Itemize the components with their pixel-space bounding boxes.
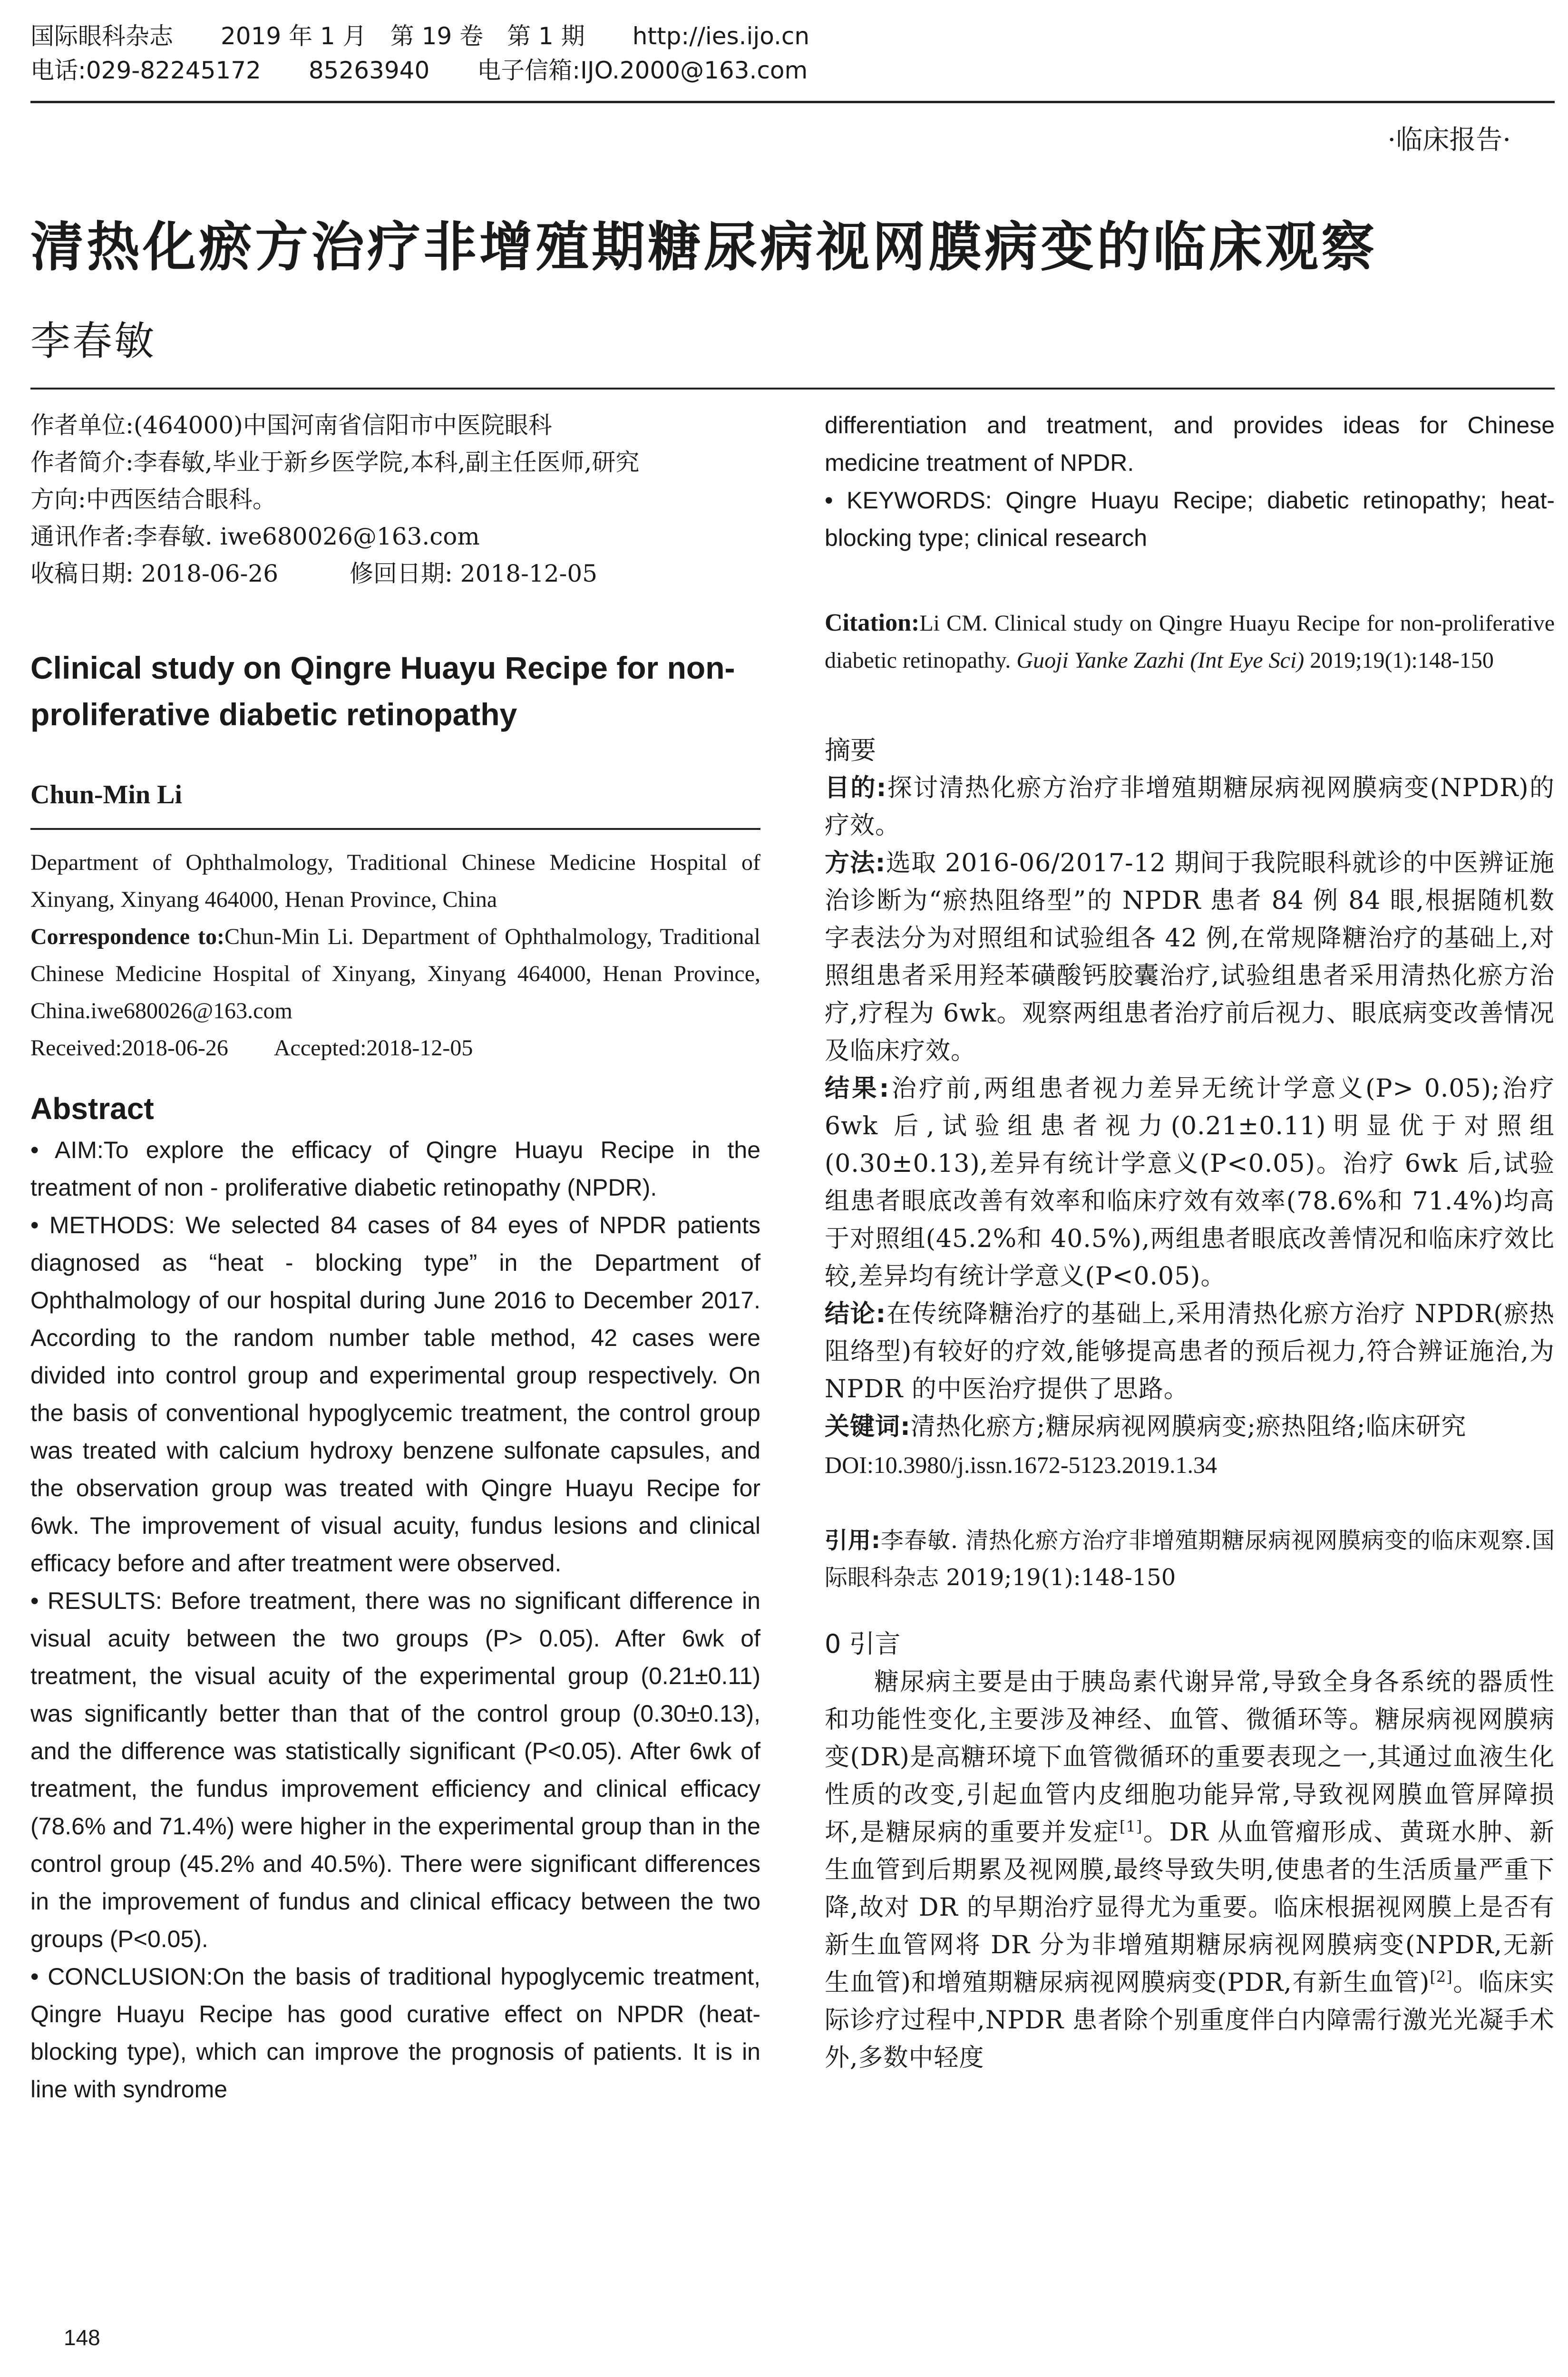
english-received: Received:2018-06-26 Accepted:2018-12-05: [30, 1035, 473, 1061]
abstract-methods: • METHODS: We selected 84 cases of 84 eyes of NPDR patients diagnosed as “heat - blocking type” in the Department of Ophthalmology of our hospital during June 2016 to December 2017. According to the random number table method, 42 cases were divided into control group and experimental group respectively. On the basis of conventional hypoglycemic treatment, the control group was treated with calcium hydroxy benzene sulfonate capsules, and the observation group was treated with Qingre Huayu Recipe for 6wk. The improvement of visual acuity, fundus lesions and clinical efficacy before and after treatment were observed.: [30, 1212, 760, 1577]
correspondence-text: Chun-Min Li. Department of Ophthalmology, Traditional Chinese Medicine Hospital of Xinyang, Xinyang 464000, Henan Province, China.iwe680026@163.com: [30, 924, 760, 1023]
author-bio-line-2: 方向:中西医结合眼科。: [30, 486, 276, 513]
abstract-conclusion-continued: differentiation and treatment, and provides ideas for Chinese medicine treatment of NPDR.: [825, 412, 1555, 476]
corresponding-author: 通讯作者:李春敏. iwe680026@163.com: [30, 523, 480, 550]
abstract-conclusion: • CONCLUSION:On the basis of traditional hypoglycemic treatment, Qingre Huayu Recipe has good curative effect on NPDR (heat-blocking type), which can improve the prognosis of patients. It is in line with syndrome: [30, 1963, 760, 2103]
chinese-conclusion-text: 在传统降糖治疗的基础上,采用清热化瘀方治疗 NPDR(瘀热阻络型)有较好的疗效,能够提高患者的预后视力,符合辨证施治,为 NPDR 的中医治疗提供了思路。: [825, 1300, 1555, 1403]
citation-tail: 2019;19(1):148-150: [1310, 648, 1494, 673]
author-meta: [30, 407, 760, 592]
left-column: [30, 407, 760, 2108]
intro-text-a: 糖尿病主要是由于胰岛素代谢异常,导致全身各系统的器质性和功能性变化,主要涉及神经、血管、微循环等。糖尿病视网膜病变(DR)是高糖环境下血管微循环的重要表现之一,其通过血液生化性质的改变,引起血管内皮细胞功能异常,导致视网膜血管屏障损坏,是糖尿病的重要并发症: [825, 1668, 1555, 1847]
intro-text-b: 。DR 从血管瘤形成、黄斑水肿、新生血管到后期累及视网膜,最终导致失明,使患者的生活质量严重下降,故对 DR 的早期治疗显得尤为重要。临床根据视网膜上是否有新生血管网将 DR 分为非增殖期糖尿病视网膜病变(NPDR,无新生血管)和增殖期糖尿病视网膜病变(PDR,有新生血管): [825, 1818, 1555, 1997]
citation-text: Li CM. Clinical study on Qingre Huayu Recipe for non-proliferative diabetic retinopathy.: [825, 611, 1555, 673]
author-unit: 作者单位:(464000)中国河南省信阳市中医院眼科: [30, 411, 552, 439]
chinese-citation-label: 引用:: [825, 1527, 881, 1554]
article-author: 李春敏: [30, 318, 156, 364]
article-title: 清热化瘀方治疗非增殖期糖尿病视网膜病变的临床观察: [30, 216, 1377, 278]
citation-journal: Guoji Yanke Zazhi (Int Eye Sci): [1016, 648, 1305, 673]
doi: DOI:10.3980/j.issn.1672-5123.2019.1.34: [825, 1452, 1217, 1478]
reference-1[interactable]: [1]: [1119, 1817, 1143, 1836]
abstract-heading: Abstract: [30, 1091, 154, 1126]
introduction-heading: 0 引言: [825, 1629, 901, 1659]
intro-text-c: 。临床实际诊疗过程中,NPDR 患者除个别重度伴白内障需行激光光凝手术外,多数中轻度: [825, 1968, 1555, 2072]
english-citation: [825, 604, 1555, 679]
journal-header: [30, 19, 1555, 88]
chinese-abstract-heading: 摘要: [825, 735, 876, 765]
chinese-keywords-text: 清热化瘀方;糖尿病视网膜病变;瘀热阻络;临床研究: [910, 1413, 1467, 1441]
page-number: 148: [64, 2325, 100, 2350]
chinese-keywords: [825, 1408, 1555, 1446]
english-author-divider: [30, 828, 760, 830]
correspondence-label: Correspondence to:: [30, 924, 225, 949]
abstract-results: • RESULTS: Before treatment, there was no significant difference in visual acuity between the two groups (P> 0.05). After 6wk of treatment, the visual acuity of the experimental group (0.21±0.11) was significantly better than that of the control group (0.30±0.13), and the difference was statistically significant (P<0.05). After 6wk of treatment, the fundus improvement efficiency and clinical efficacy (78.6% and 71.4%) were higher in the experimental group than in the control group (45.2% and 40.5%). There were significant differences in the improvement of fundus and clinical efficacy between the two groups (P<0.05).: [30, 1588, 760, 1952]
journal-header-line-1: 国际眼科杂志 2019 年 1 月 第 19 卷 第 1 期 http://ies.ijo.cn: [30, 22, 810, 50]
abstract-keywords: • KEYWORDS: Qingre Huayu Recipe; diabetic retinopathy; heat-blocking type; clinical research: [825, 487, 1555, 551]
journal-header-line-2: 电话:029-82245172 85263940 电子信箱:IJO.2000@163.com: [30, 57, 808, 84]
right-column: [825, 407, 1555, 2077]
chinese-methods-text: 选取 2016-06/2017-12 期间于我院眼科就诊的中医辨证施治诊断为“瘀热阻络型”的 NPDR 患者 84 例 84 眼,根据随机数字表法分为对照组和试验组各 42 例,在常规降糖治疗的基础上,对照组患者采用羟苯磺酸钙胶囊治疗,试验组患者采用清热化瘀方治疗,疗程为 6wk。观察两组患者治疗前后视力、眼底病变改善情况及临床疗效。: [825, 849, 1555, 1065]
chinese-conclusion-label: 结论:: [825, 1300, 886, 1328]
english-affiliation-block: [30, 844, 760, 1067]
chinese-citation-text: 李春敏. 清热化瘀方治疗非增殖期糖尿病视网膜病变的临床观察.国际眼科杂志 2019;19(1):148-150: [825, 1527, 1555, 1591]
chinese-methods-label: 方法:: [825, 849, 886, 877]
english-author: Chun-Min Li: [30, 780, 182, 809]
english-affiliation: Department of Ophthalmology, Traditional Chinese Medicine Hospital of Xinyang, Xinyang 464000, Henan Province, China: [30, 850, 760, 912]
reference-2[interactable]: [2]: [1430, 1968, 1453, 1986]
section-tag: ·临床报告·: [1387, 125, 1511, 156]
title-divider: [30, 388, 1555, 390]
chinese-results-text: 治疗前,两组患者视力差异无统计学意义(P> 0.05);治疗 6wk 后,试验组患者视力(0.21±0.11)明显优于对照组(0.30±0.13),差异有统计学意义(P<0.05)。治疗 6wk 后,试验组患者眼底改善有效率和临床疗效有效率(78.6%和 71.4%)均高于对照组(45.2%和 40.5%),两组患者眼底改善情况和临床疗效比较,差异均有统计学意义(P<0.05)。: [825, 1074, 1555, 1291]
author-bio-line-1: 作者简介:李春敏,毕业于新乡医学院,本科,副主任医师,研究: [30, 448, 640, 476]
received-dates: 收稿日期: 2018-06-26 修回日期: 2018-12-05: [30, 560, 598, 587]
citation-label: Citation:: [825, 609, 920, 636]
chinese-conclusion: [825, 1296, 1555, 1408]
chinese-results: [825, 1070, 1555, 1296]
english-title: Clinical study on Qingre Huayu Recipe for non-proliferative diabetic retinopathy: [30, 650, 735, 732]
chinese-aim: [825, 770, 1555, 845]
chinese-keywords-label: 关键词:: [825, 1413, 911, 1441]
chinese-results-label: 结果:: [825, 1074, 890, 1103]
header-divider: [30, 101, 1555, 103]
chinese-methods: [825, 845, 1555, 1070]
chinese-aim-text: 探讨清热化瘀方治疗非增殖期糖尿病视网膜病变(NPDR)的疗效。: [825, 774, 1555, 840]
english-correspondence: [30, 918, 760, 1030]
chinese-citation: [825, 1522, 1555, 1596]
abstract-aim: • AIM:To explore the efficacy of Qingre Huayu Recipe in the treatment of non - proliferative diabetic retinopathy (NPDR).: [30, 1137, 760, 1201]
introduction-paragraph: [825, 1664, 1555, 2077]
chinese-aim-label: 目的:: [825, 774, 887, 802]
